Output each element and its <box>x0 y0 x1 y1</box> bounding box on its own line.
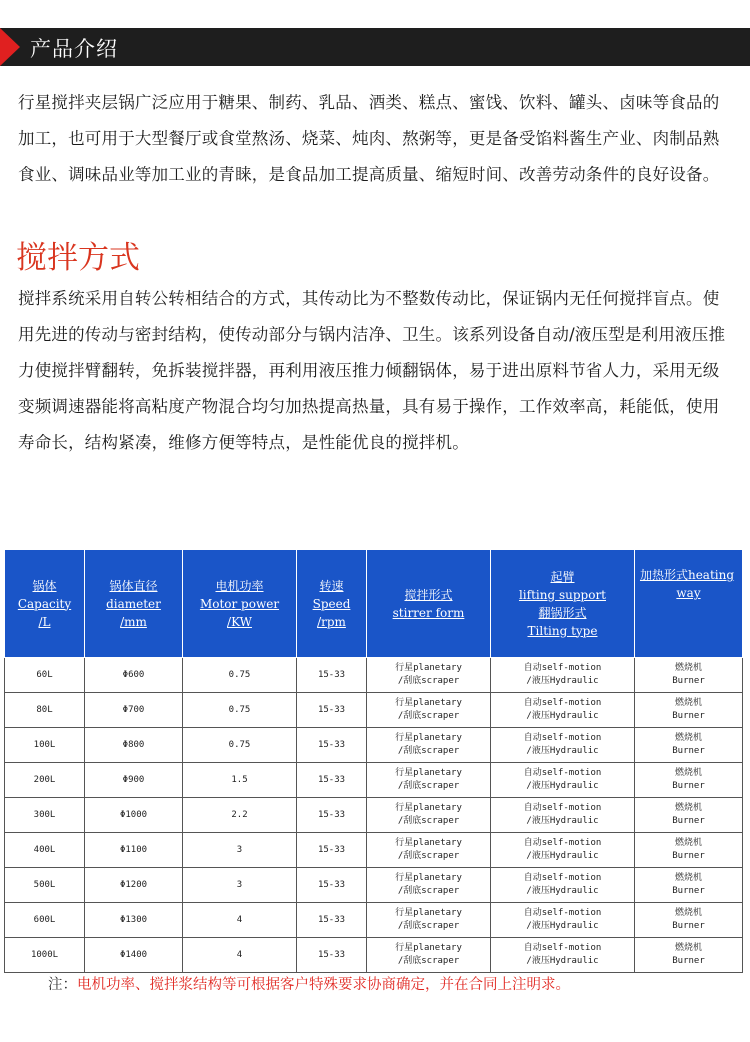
header-tilting <box>491 550 635 658</box>
table-row <box>5 798 743 833</box>
heating-cell <box>635 903 743 938</box>
stirrer-cell-line: 行星planetary <box>395 803 462 813</box>
header-speed-en: Speed <box>312 596 351 611</box>
capacity-cell: 200L <box>5 763 85 798</box>
tilting-cell-line: 自动self-motion <box>523 698 602 708</box>
stirring-paragraph: 搅拌系统采用自转公转相结合的方式，其传动比为不整数传动比，保证锅内无任何搅拌盲点。使用先进的传动与密封结构，使传动部分与锅内洁净、卫生。该系列设备自动/液压型是利用液压推力使搅拌臂翻转，免拆装搅拌器，再利用液压推力倾翻锅体，易于进出原料节省人力，采用无级变频调速器能将高粘度产物混合均匀加热提高热量，具有易于操作，工作效率高，耗能低，使用寿命长，结构紧凑，维修方便等特点，是性能优良的搅拌机。 <box>18 289 726 452</box>
speed-cell: 15-33 <box>297 833 367 868</box>
stirrer-cell-line: /刮底scraper <box>397 711 460 721</box>
diameter-cell: Φ800 <box>85 728 183 763</box>
tilting-cell <box>491 903 635 938</box>
power-cell: 1.5 <box>183 763 297 798</box>
tilting-cell-line: /液压Hydraulic <box>526 816 599 826</box>
tilting-cell <box>491 693 635 728</box>
spec-table <box>4 549 743 973</box>
diameter-cell: Φ1100 <box>85 833 183 868</box>
stirrer-cell-line: 行星planetary <box>395 908 462 918</box>
intro-paragraph: 行星搅拌夹层锅广泛应用于糖果、制药、乳品、酒类、糕点、蜜饯、饮料、罐头、卤味等食品的加工，也可用于大型餐厅或食堂熬汤、烧菜、炖肉、熬粥等，更是备受馅料酱生产业、肉制品熟食业、调味品业等加工业的青睐，是食品加工提高质量、缩短时间、改善劳动条件的良好设备。 <box>18 93 720 184</box>
tilting-cell-line: 自动self-motion <box>523 908 602 918</box>
heating-cell-line: Burner <box>672 781 705 791</box>
tilting-cell-line: /液压Hydraulic <box>526 781 599 791</box>
stirrer-cell <box>367 833 491 868</box>
stirrer-cell-line: 行星planetary <box>395 873 462 883</box>
heating-cell-line: Burner <box>672 886 705 896</box>
tilting-cell-line: 自动self-motion <box>523 768 602 778</box>
section-title: 产品介绍 <box>30 37 118 61</box>
stirrer-cell-line: 行星planetary <box>395 733 462 743</box>
capacity-cell: 500L <box>5 868 85 903</box>
header-tilting-en2: Tilting type <box>527 623 598 638</box>
heating-cell-line: Burner <box>672 851 705 861</box>
heating-cell <box>635 798 743 833</box>
stirrer-cell <box>367 798 491 833</box>
stirrer-cell-line: /刮底scraper <box>397 676 460 686</box>
tilting-cell <box>491 833 635 868</box>
speed-cell: 15-33 <box>297 798 367 833</box>
header-stirrer-en: stirrer form <box>392 605 465 620</box>
tilting-cell-line: /液压Hydraulic <box>526 956 599 966</box>
heating-cell <box>635 693 743 728</box>
tilting-cell <box>491 658 635 693</box>
header-diameter <box>85 550 183 658</box>
header-tilting-cn1: 起臂 <box>550 569 575 584</box>
header-power-unit: /KW <box>227 614 252 629</box>
tilting-cell-line: /液压Hydraulic <box>526 711 599 721</box>
heating-cell <box>635 868 743 903</box>
header-speed <box>297 550 367 658</box>
capacity-cell: 600L <box>5 903 85 938</box>
stirrer-cell <box>367 693 491 728</box>
note-prefix: 注： <box>48 977 77 993</box>
header-stirrer <box>367 550 491 658</box>
stirrer-cell <box>367 903 491 938</box>
heating-cell-line: Burner <box>672 921 705 931</box>
header-capacity-unit: /L <box>38 614 51 629</box>
heating-cell <box>635 658 743 693</box>
capacity-cell: 400L <box>5 833 85 868</box>
speed-cell: 15-33 <box>297 728 367 763</box>
stirrer-cell-line: /刮底scraper <box>397 956 460 966</box>
heating-cell-line: 燃烧机 <box>674 873 702 883</box>
header-diameter-cn: 锅体直径 <box>109 578 158 593</box>
heating-cell-line: Burner <box>672 746 705 756</box>
diameter-cell: Φ600 <box>85 658 183 693</box>
header-heating <box>635 550 743 658</box>
speed-cell: 15-33 <box>297 868 367 903</box>
header-speed-unit: /rpm <box>317 614 346 629</box>
tilting-cell-line: /液压Hydraulic <box>526 851 599 861</box>
table-row <box>5 938 743 973</box>
stirrer-cell-line: 行星planetary <box>395 698 462 708</box>
heating-cell-line: Burner <box>672 816 705 826</box>
heating-cell <box>635 763 743 798</box>
diameter-cell: Φ1400 <box>85 938 183 973</box>
heating-cell <box>635 728 743 763</box>
capacity-cell: 80L <box>5 693 85 728</box>
table-row <box>5 658 743 693</box>
header-diameter-unit: /mm <box>120 614 147 629</box>
stirrer-cell-line: 行星planetary <box>395 838 462 848</box>
header-capacity-en: Capacity <box>17 596 72 611</box>
header-power-en: Motor power <box>199 596 280 611</box>
heating-cell-line: 燃烧机 <box>674 663 702 673</box>
heating-cell-line: Burner <box>672 676 705 686</box>
header-tilting-cn2: 翻锅形式 <box>538 605 587 620</box>
tilting-cell <box>491 868 635 903</box>
heating-cell-line: Burner <box>672 711 705 721</box>
stirrer-cell-line: /刮底scraper <box>397 746 460 756</box>
power-cell: 4 <box>183 903 297 938</box>
heating-cell-line: 燃烧机 <box>674 908 702 918</box>
diameter-cell: Φ1300 <box>85 903 183 938</box>
speed-cell: 15-33 <box>297 693 367 728</box>
header-capacity <box>5 550 85 658</box>
red-arrow-icon <box>0 28 20 66</box>
heating-cell-line: 燃烧机 <box>674 733 702 743</box>
capacity-cell: 60L <box>5 658 85 693</box>
capacity-cell: 1000L <box>5 938 85 973</box>
heating-cell-line: 燃烧机 <box>674 943 702 953</box>
heating-cell <box>635 833 743 868</box>
tilting-cell-line: 自动self-motion <box>523 663 602 673</box>
speed-cell: 15-33 <box>297 903 367 938</box>
speed-cell: 15-33 <box>297 658 367 693</box>
tilting-cell-line: /液压Hydraulic <box>526 676 599 686</box>
stirrer-cell <box>367 728 491 763</box>
diameter-cell: Φ700 <box>85 693 183 728</box>
speed-cell: 15-33 <box>297 763 367 798</box>
stirrer-cell-line: 行星planetary <box>395 663 462 673</box>
stirrer-cell-line: /刮底scraper <box>397 851 460 861</box>
note <box>48 973 570 994</box>
capacity-cell: 300L <box>5 798 85 833</box>
spec-table-body <box>5 658 743 973</box>
tilting-cell <box>491 728 635 763</box>
power-cell: 4 <box>183 938 297 973</box>
stirrer-cell-line: /刮底scraper <box>397 816 460 826</box>
header-power <box>183 550 297 658</box>
heating-cell-line: 燃烧机 <box>674 838 702 848</box>
tilting-cell-line: 自动self-motion <box>523 873 602 883</box>
table-row <box>5 903 743 938</box>
spec-table-header-row <box>5 550 743 658</box>
tilting-cell <box>491 763 635 798</box>
diameter-cell: Φ900 <box>85 763 183 798</box>
capacity-cell: 100L <box>5 728 85 763</box>
tilting-cell-line: 自动self-motion <box>523 803 602 813</box>
stirrer-cell-line: /刮底scraper <box>397 921 460 931</box>
stirring-heading: 搅拌方式 <box>16 240 140 276</box>
tilting-cell-line: /液压Hydraulic <box>526 746 599 756</box>
stirrer-cell-line: 行星planetary <box>395 943 462 953</box>
power-cell: 3 <box>183 868 297 903</box>
table-row <box>5 728 743 763</box>
power-cell: 2.2 <box>183 798 297 833</box>
stirrer-cell <box>367 658 491 693</box>
heating-cell-line: Burner <box>672 956 705 966</box>
tilting-cell-line: 自动self-motion <box>523 943 602 953</box>
power-cell: 0.75 <box>183 658 297 693</box>
table-row <box>5 693 743 728</box>
tilting-cell-line: /液压Hydraulic <box>526 886 599 896</box>
diameter-cell: Φ1200 <box>85 868 183 903</box>
note-text: 电机功率、搅拌浆结构等可根据客户特殊要求协商确定，并在合同上注明求。 <box>77 977 570 993</box>
header-speed-cn: 转速 <box>319 578 344 593</box>
header-diameter-en: diameter <box>106 596 161 611</box>
stirrer-cell <box>367 938 491 973</box>
heating-cell-line: 燃烧机 <box>674 768 702 778</box>
table-row <box>5 868 743 903</box>
header-heating-line2: way <box>676 586 701 600</box>
speed-cell: 15-33 <box>297 938 367 973</box>
stirrer-cell-line: /刮底scraper <box>397 781 460 791</box>
stirrer-cell <box>367 868 491 903</box>
header-tilting-en1: lifting support <box>518 587 607 602</box>
stirrer-cell-line: /刮底scraper <box>397 886 460 896</box>
stirrer-cell-line: 行星planetary <box>395 768 462 778</box>
heating-cell <box>635 938 743 973</box>
header-power-cn: 电机功率 <box>215 578 264 593</box>
power-cell: 0.75 <box>183 693 297 728</box>
header-stirrer-cn: 搅拌形式 <box>404 587 453 602</box>
header-capacity-cn: 锅体 <box>32 578 57 593</box>
stirrer-cell <box>367 763 491 798</box>
heating-cell-line: 燃烧机 <box>674 698 702 708</box>
tilting-cell <box>491 798 635 833</box>
header-heating-line1: 加热形式heating <box>639 568 735 582</box>
heating-cell-line: 燃烧机 <box>674 803 702 813</box>
power-cell: 0.75 <box>183 728 297 763</box>
table-row <box>5 833 743 868</box>
tilting-cell-line: /液压Hydraulic <box>526 921 599 931</box>
power-cell: 3 <box>183 833 297 868</box>
tilting-cell <box>491 938 635 973</box>
table-row <box>5 763 743 798</box>
diameter-cell: Φ1000 <box>85 798 183 833</box>
section-header-bar <box>0 28 750 66</box>
tilting-cell-line: 自动self-motion <box>523 838 602 848</box>
tilting-cell-line: 自动self-motion <box>523 733 602 743</box>
